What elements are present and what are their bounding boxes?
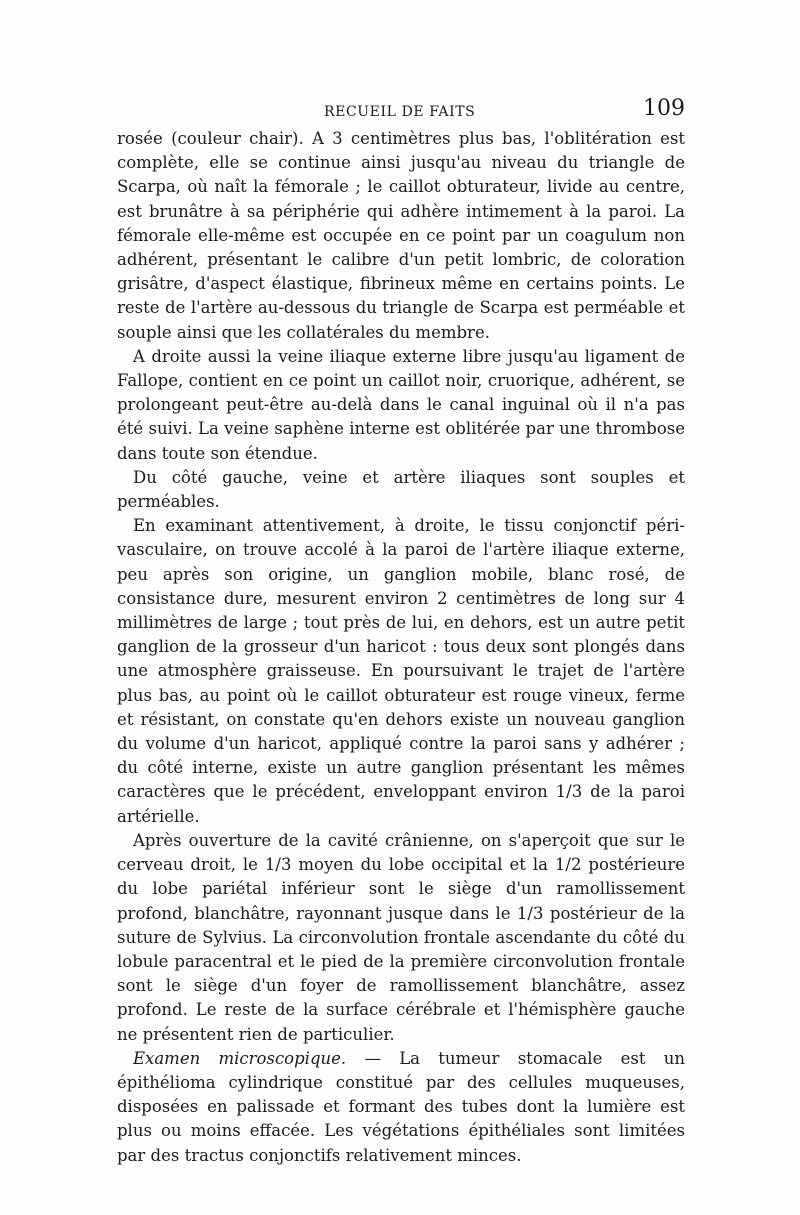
paragraph-4: En examinant attentivement, à droite, le tissu conjonctif péri-vasculaire, on trouve accolé à la paroi de l'artère iliaque externe, peu après son origine, un ganglion mobile, blanc rosé, de consistance dure, mesurent environ 2 centimètres de long sur 4 millimètres de large ; tout près de lui, en dehors, est un autre petit ganglion de la grosseur d'un haricot : tous deux sont plongés dans une atmosphère graisseuse. En poursuivant le trajet de l'artère plus bas, au point où le caillot obturateur est rouge vineux, ferme et résistant, on constate qu'en dehors existe un nouveau ganglion du volume d'un haricot, appliqué contre la paroi sans y adhérer ; du côté interne, existe un autre ganglion présentant les mêmes caractères que le précédent, enveloppant environ 1/3 de la paroi artérielle. [117, 516, 685, 826]
paragraph-2: A droite aussi la veine iliaque externe libre jusqu'au ligament de Fallope, contient en ce point un caillot noir, cruorique, adhérent, se prolongeant peut-être au-delà dans le canal inguinal où il n'a pas été suivi. La veine saphène interne est oblitérée par une thrombose dans toute son étendue. [117, 346, 685, 463]
paragraph-6 [117, 1047, 685, 1168]
paragraph-6-text: — La tumeur stomacale est un épithélioma cylindrique constitué par des cellules muqueuses, disposées en palissade et formant des tubes dont la lumière est plus ou moins effacée. Les végétations épithéliales sont limitées par des tractus conjonctifs relativement minces. [117, 1048, 686, 1165]
page-number: 109 [643, 96, 685, 121]
paragraph-1: rosée (couleur chair). A 3 centimètres plus bas, l'oblitération est complète, elle se continue ainsi jusqu'au niveau du triangle de Scarpa, où naît la fémorale ; le caillot obturateur, livide au centre, est brunâtre à sa périphérie qui adhère intimement à la paroi. La fémorale elle-même est occupée en ce point par un coagulum non adhérent, présentant le calibre d'un petit lombric, de coloration grisâtre, d'aspect élastique, fibrineux même en certains points. Le reste de l'artère au-dessous du triangle de Scarpa est perméable et souple ainsi que les collatérales du membre. [117, 129, 685, 342]
page-header [117, 92, 685, 126]
running-head: RECUEIL DE FAITS [324, 104, 476, 120]
body-text [117, 127, 685, 1168]
paragraph-3: Du côté gauche, veine et artère iliaques sont souples et perméables. [117, 467, 685, 512]
paragraph-6-lead: Examen microscopique. [133, 1048, 347, 1068]
paragraph-5: Après ouverture de la cavité crânienne, on s'aperçoit que sur le cerveau droit, le 1/3 moyen du lobe occipital et la 1/2 postérieure du lobe pariétal inférieur sont le siège d'un ramollissement profond, blanchâtre, rayonnant jusque dans le 1/3 postérieur de la suture de Sylvius. La circonvolution frontale ascendante du côté du lobule paracentral et le pied de la première circonvolution frontale sont le siège d'un foyer de ramollissement blanchâtre, assez profond. Le reste de la surface cérébrale et l'hémisphère gauche ne présentent rien de particulier. [117, 830, 685, 1044]
